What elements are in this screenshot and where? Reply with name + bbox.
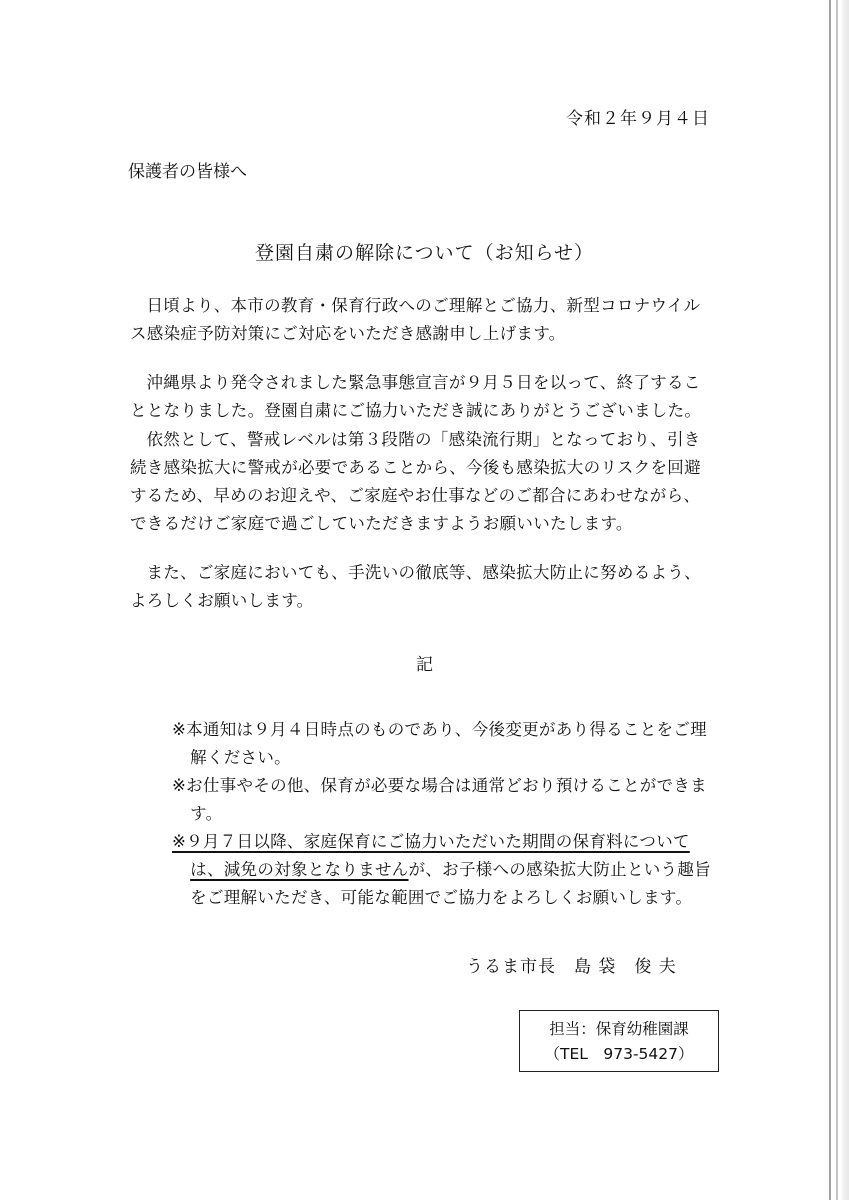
note-item-fee: [172, 828, 717, 912]
note-fee-rest: が、お子様への感染拡大防止という趣旨をご理解いただき、可能な範囲でご協力をよろしくお願いします。: [190, 860, 711, 907]
note-item: ※本通知は９月４日時点のものであり、今後変更があり得ることをご理解ください。: [172, 720, 707, 767]
contact-dept: 担当：保育幼稚園課: [549, 1020, 689, 1038]
note-item: ※お仕事やその他、保育が必要な場合は通常どおり預けることができます。: [172, 776, 707, 823]
addressee: 保護者の皆様へ: [128, 162, 247, 182]
paragraph-prevention: また、ご家庭においても、手洗いの徹底等、感染拡大防止に努めるよう、よろしくお願いします。: [130, 563, 701, 610]
contact-box: [519, 1010, 719, 1072]
ki-heading: 記: [416, 655, 433, 675]
scan-edge-shadow: [842, 0, 849, 1200]
notice-date: 令和２年９月４日: [566, 109, 710, 129]
contact-tel: （TEL 973-5427）: [544, 1045, 694, 1063]
paragraph-emergency-end: 沖縄県より発令されました緊急事態宣言が９月５日を以って、終了することとなりました。登園自粛にご協力いただき誠にありがとうございました。: [130, 373, 702, 420]
paragraph-greeting: 日頃より、本市の教育・保育行政へのご理解とご協力、新型コロナウイルス感染症予防対策にご対応をいただき感謝申し上げます。: [130, 296, 701, 343]
paragraph-alert-level: 依然として、警戒レベルは第３段階の「感染流行期」となっており、引き続き感染拡大に警戒が必要であることから、今後も感染拡大のリスクを回避するため、早めのお迎えや、ご家庭やお仕事などのご都合にあわせながら、できるだけご家庭で過ごしていただきますようお願いいたします。: [130, 430, 701, 533]
scan-edge-line: [829, 0, 831, 1200]
notes-list: [172, 716, 717, 912]
notice-title: 登園自粛の解除について（お知らせ）: [254, 242, 595, 264]
signer: うるま市長 島 袋 俊 夫: [466, 957, 677, 977]
scan-edge-line: [836, 0, 838, 1200]
note-fee-underlined: ※９月７日以降、家庭保育にご協力いただいた期間の保育料については、減免の対象となりません: [172, 832, 690, 879]
